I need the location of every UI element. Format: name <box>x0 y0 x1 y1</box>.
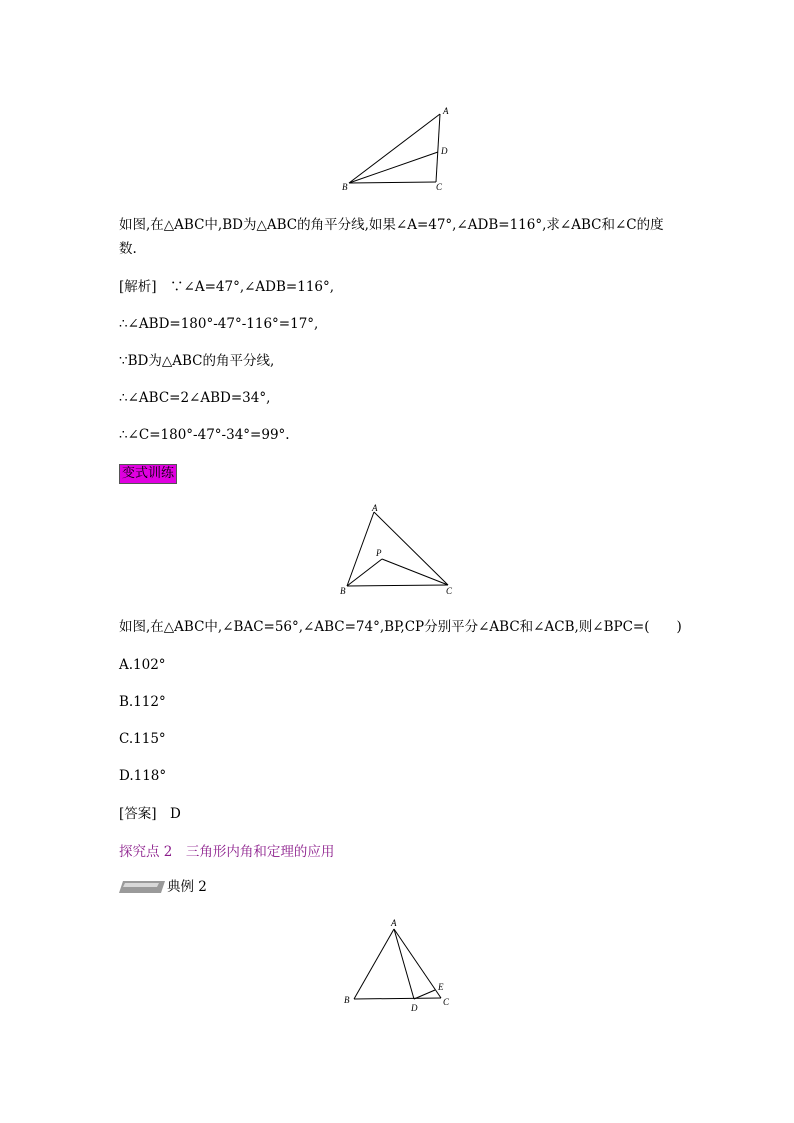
side-bc <box>349 182 436 183</box>
option-b: B.112° <box>119 694 166 710</box>
figure-2-triangle <box>335 500 460 600</box>
section-heading: 探究点 2 三角形内角和定理的应用 <box>119 844 335 860</box>
label-a: A <box>391 918 397 928</box>
label-c: C <box>436 182 443 192</box>
figure-1-triangle <box>335 100 455 195</box>
problem1-question-line2: 数. <box>119 241 137 257</box>
solution-line-1: [解析] ∵∠A=47°,∠ADB=116°, <box>119 279 335 295</box>
side-ba <box>347 512 374 586</box>
side-bc <box>354 998 441 999</box>
example-text: 典例 2 <box>167 879 207 895</box>
bisector-cp <box>382 559 448 585</box>
label-e: E <box>438 982 444 992</box>
example-marker-icon <box>119 880 165 894</box>
solution-line-3: ∵BD为△ABC的角平分线, <box>119 353 275 369</box>
side-ba <box>349 114 440 183</box>
solution-line-5: ∴∠C=180°-47°-34°=99°. <box>119 427 290 443</box>
problem1-question-line1: 如图,在△ABC中,BD为△ABC的角平分线,如果∠A=47°,∠ADB=116°,求∠ABC和∠C的度 <box>119 217 664 233</box>
variant-training-badge: 变式训练 <box>119 464 177 484</box>
figure-3-triangle <box>340 915 460 1015</box>
label-c: C <box>446 586 453 596</box>
label-c: C <box>443 997 450 1007</box>
solution-line-4: ∴∠ABC=2∠ABD=34°, <box>119 390 271 406</box>
label-a: A <box>372 503 378 513</box>
label-a: A <box>443 106 449 116</box>
option-d: D.118° <box>119 768 167 784</box>
label-d: D <box>411 1003 418 1013</box>
label-b: B <box>344 995 350 1005</box>
side-ac <box>374 512 448 585</box>
bisector-bd <box>349 152 438 183</box>
segment-ad <box>394 929 414 999</box>
label-b: B <box>340 586 346 596</box>
side-ac <box>436 114 440 182</box>
side-ac <box>394 929 441 998</box>
label-d: D <box>441 146 448 156</box>
option-c: C.115° <box>119 731 166 747</box>
label-p: P <box>376 548 382 558</box>
side-ba <box>354 929 394 999</box>
label-b: B <box>342 182 348 192</box>
option-a: A.102° <box>119 657 166 673</box>
answer: [答案] D <box>119 806 181 822</box>
problem2-question: 如图,在△ABC中,∠BAC=56°,∠ABC=74°,BP,CP分别平分∠ABC和∠ACB,则∠BPC=( ) <box>119 619 682 635</box>
side-bc <box>347 585 448 586</box>
solution-line-2: ∴∠ABD=180°-47°-116°=17°, <box>119 316 319 332</box>
